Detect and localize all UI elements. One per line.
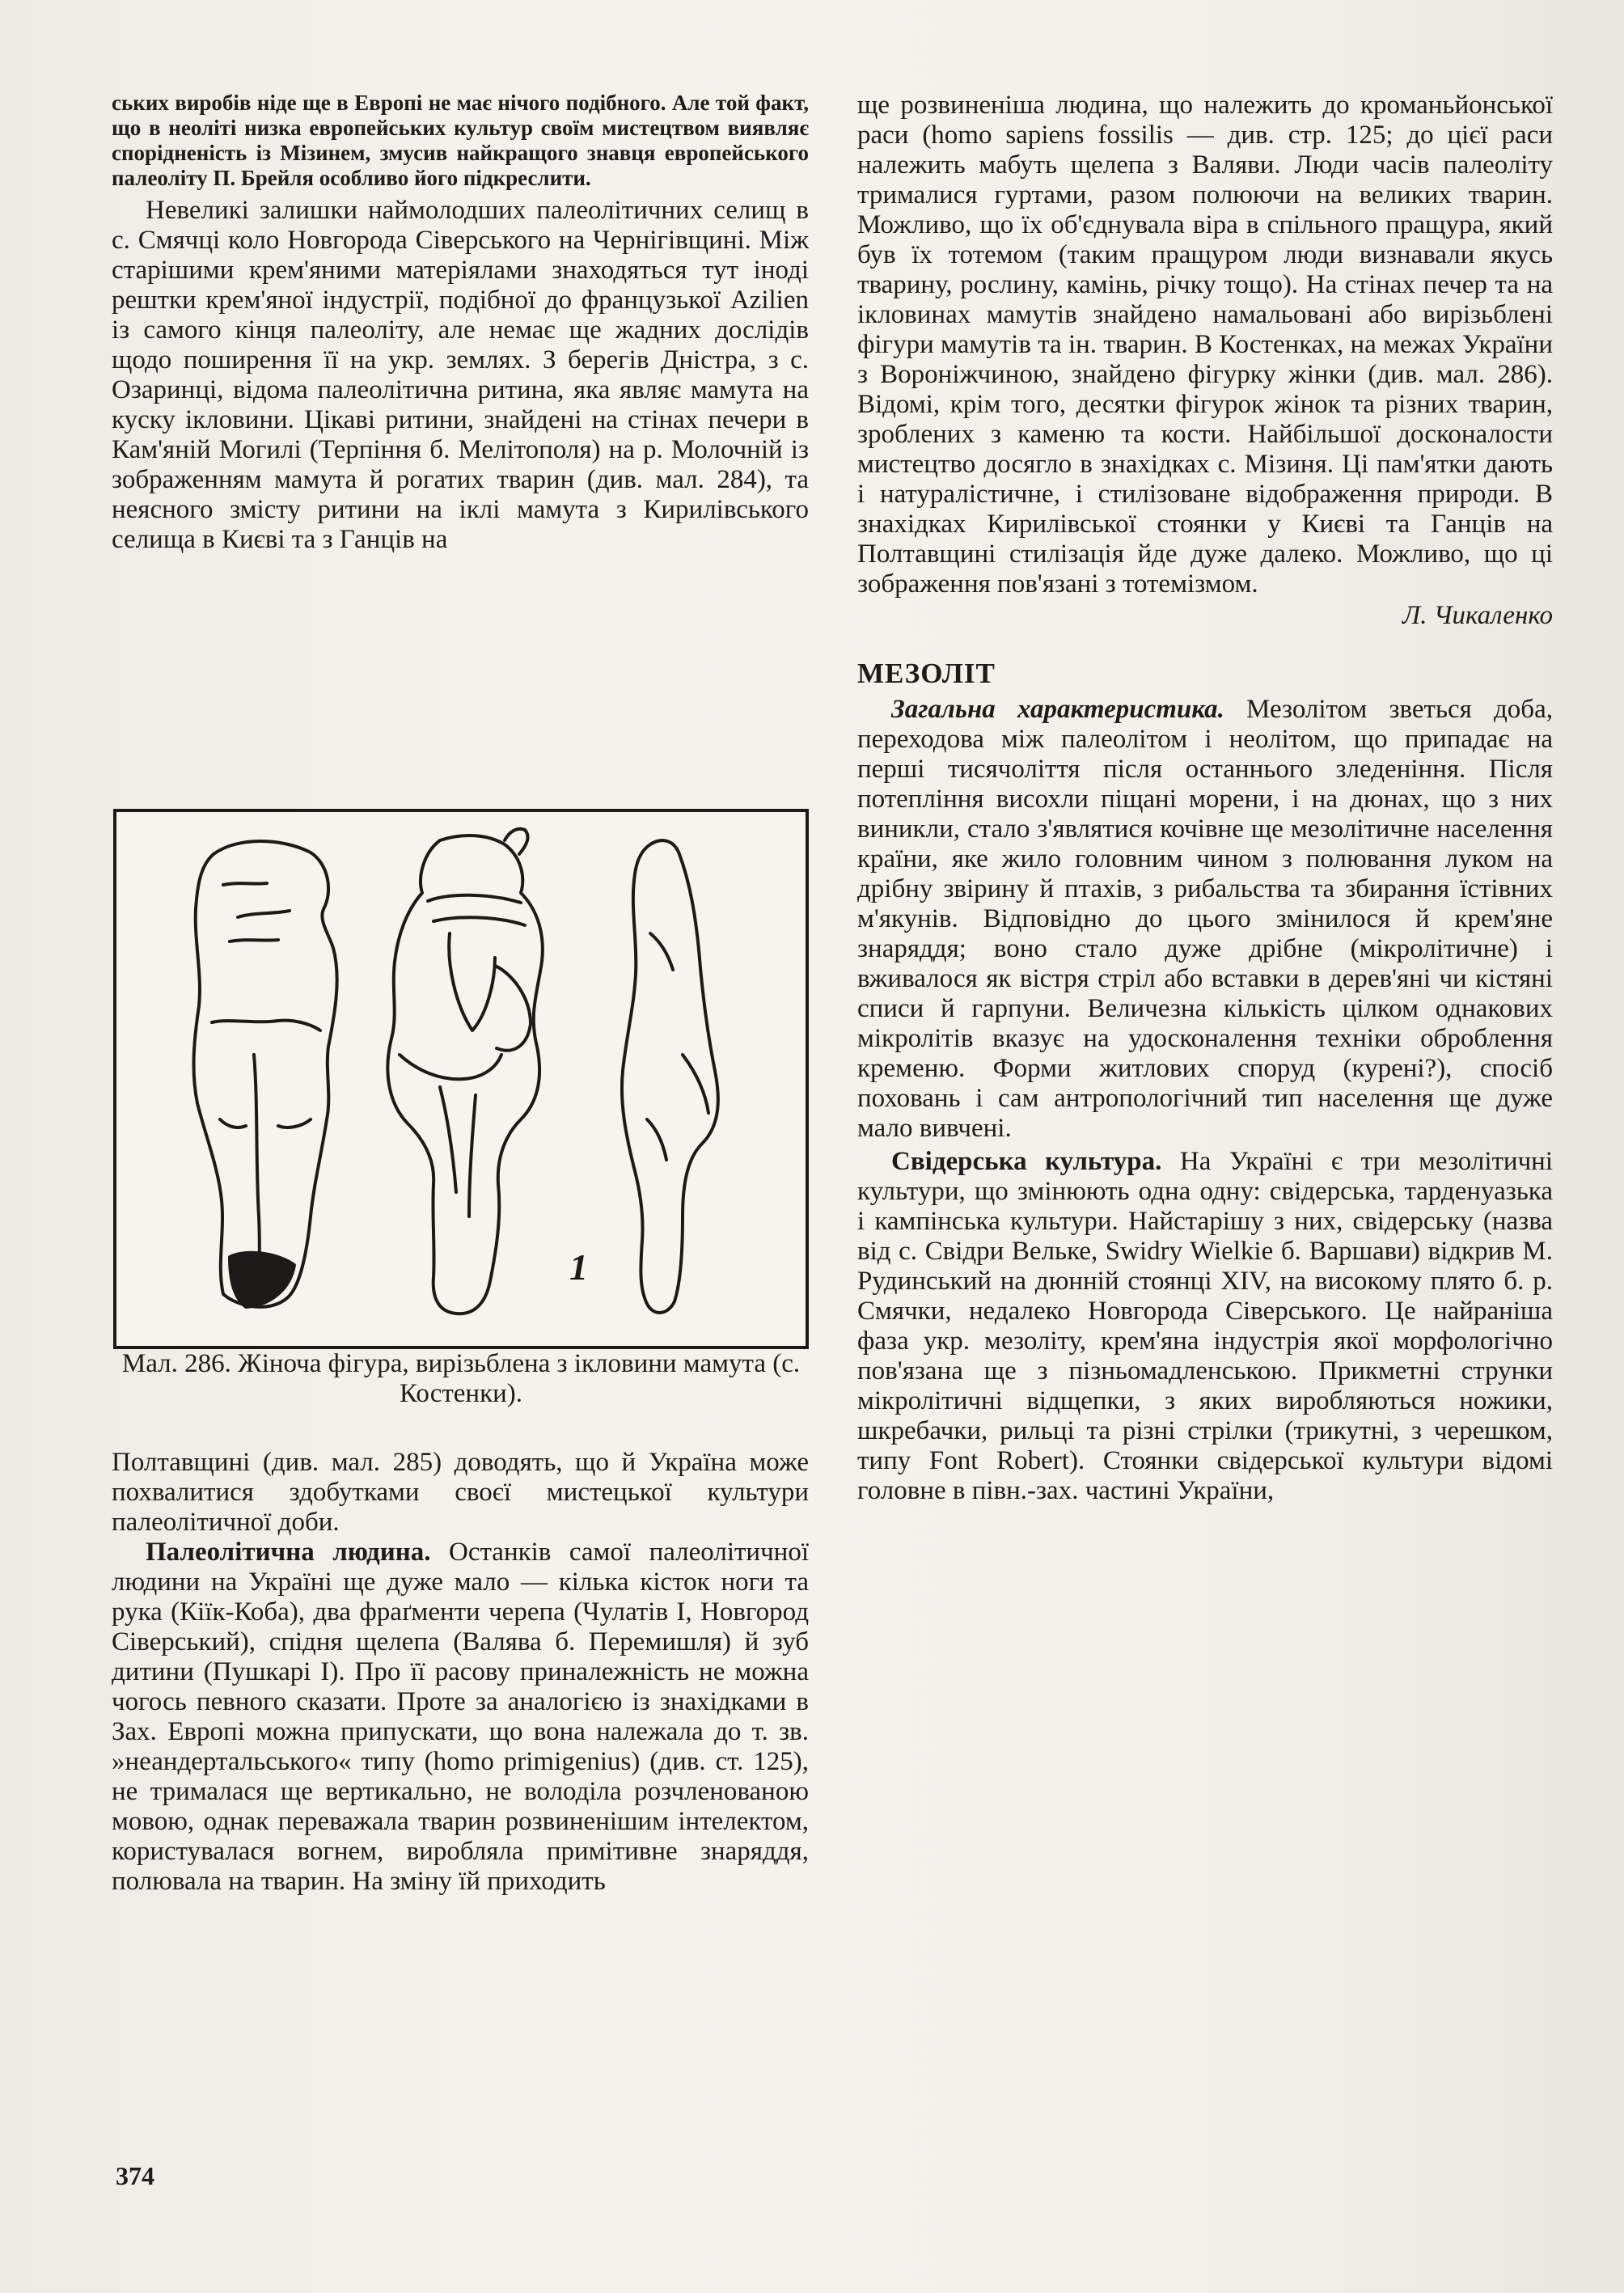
paragraph-late-paleolithic-settlements: Невеликі залишки наймолодших палеолітичних селищ в с. Смячці коло Новгорода Сіверського на Чернігівщині. Між старішими крем'яними матеріялами знаходяться тут іноді рештки крем'яної індустрії, подібної до французької Azilien із самого кінця палеоліту, але немає ще жадних дослідів щодо поширення її на укр. землях. З берегів Дністра, з с. Озаринці, відома палеолітична ритина, яка являє мамута на куску ікловини. Цікаві ритини, знайдені на стінах печери в Кам'яній Могилі (Терпіння б. Мелітополя) на р. Молочній із зображенням мамута й рогатих тварин (див. мал. 284), та неясного змісту ритини на іклі мамута з Кирилівського селища в Києві та з Ганців на [112,196,809,554]
figurine-side-outline [387,836,542,1314]
intro-paragraph: ських виробів ніде ще в Европі не має нічого подібного. Але той факт, що в неоліті низка европейських культур своїм мистецтвом виявляє спорідненість із Мізинем, змусив найкращого знавця европейського палеоліту П. Брейля особливо його підкреслити. [112,91,809,190]
paragraph-title: Загальна характеристика. [891,695,1224,724]
figure-286 [113,809,809,1349]
paragraph-poltava-conclusion: Полтавщині (див. мал. 285) доводять, що й Україна може похвалитися здобутками своєї мистецької культури палеолітичної доби. [112,1448,809,1537]
figure-label: 1 [569,1246,588,1288]
section-heading: МЕЗОЛІТ [857,658,996,689]
author-signature: Л. Чикаленко [1402,601,1553,630]
paragraph-text: На Україні є три мезолітичні культури, що змінюють одна одну: свідерська, тарденуазька і кампінська культури. Найстарішу з них, свідерську (назва від с. Свідри Вельке, Swidry Wielkie б. Варшави) відкрив М. Рудинський на дюнній стоянці XIV, на високому плято б. р. Смячки, недалеко Новгорода Сіверського. Це найраніша фаза укр. мезоліту, крем'яна індустрія якої морфологічно пов'язана ще з пізньомадленською. Прикметні струнки мікролітичні відщепки, з яких виробляються ножики, шкребачки, рильці та різні стрілки (трикутні, з черешком, типу Font Robert). Стоянки свідерської культури відомі головне в півн.-зах. частині України, [857,1147,1553,1505]
paragraph-paleolithic-man [112,1538,809,1897]
left-column [112,91,809,555]
paragraph-general-characteristics [857,695,1553,1144]
paragraph-cromagnon: ще розвиненіша людина, що належить до кроманьйонської раси (homo sapiens fossilis — див. стр. 125; до цієї раси належить мабуть щелепа з Валяви. Люди часів палеоліту трималися гуртами, разом полюючи на великих тварин. Можливо, що їх об'єднувала віра в спільного пращура, який був їх тотемом (таким пращуром люди визнавали якусь тварину, рослину, камінь, річку тощо). На стінах печер та на ікловинах мамутів знайдено намальовані або вирізьблені фігури мамутів та ін. тварин. В Костенках, на межах України з Вороніжчиною, знайдено фігурку жінки (див. мал. 286). Відомі, крім того, десятки фігурок жінок та різних тварин, зроблених з каменю та кости. Найбільшої досконалости мистецтво досягло в знахідках с. Мізиня. Ці пам'ятки дають і натуралістичне, і стилізоване відображення природи. В знахідках Кирилівської стоянки у Києві та Ганців на Полтавщині стилізація йде дуже далеко. Можливо, що ці зображення пов'язані з тотемізмом. [857,91,1553,599]
figurine-front-outline [194,841,337,1307]
left-column-continued [112,1448,809,1897]
figure-caption: Мал. 286. Жіноча фігура, вирізьблена з ікловини мамута (с. Костенки). [121,1349,801,1408]
paragraph-title: Палеолітична людина. [146,1538,431,1567]
paragraph-swiderian-culture [857,1147,1553,1506]
right-column [857,91,1553,1506]
page-number: 374 [116,2161,154,2190]
venus-figurines-illustration [116,812,806,1346]
paragraph-title: Свідерська культура. [891,1147,1162,1176]
figurine-profile-outline [622,840,718,1313]
paragraph-text: Останків самої палеолітичної людини на Україні ще дуже мало — кілька кісток ноги та рука (Кіїк-Коба), два фраґменти черепа (Чулатів I, Новгород Сіверський), спідня щелепа (Валява б. Перемишля) й зуб дитини (Пушкарі I). Про її расову приналежність не можна чогось певного сказати. Проте за аналогією із знахідками в Зах. Европі можна припускати, що вона належала до т. зв. »неандертальського« типу (homo primigenius) (див. ст. 125), не трималася ще вертикально, не володіла розчленованою мовою, однак переважала тварин розвиненішим інтелектом, користувалася вогнем, виробляла примітивне знаряддя, полювала на тварин. На зміну їй приходить [112,1538,809,1896]
paragraph-text: Мезолітом зветься доба, переходова між палеолітом і неолітом, що припадає на перші тисячоліття після останнього зледеніння. Після потепління висохли піщані морени, і на дюнах, що з них виникли, стало з'являтися кочівне ще мезолітичне населення країни, яке жило головним чином з полювання луком на дрібну звірину й птахів, з рибальства та збирання їстівних м'якунів. Відповідно до цього змінилося й крем'яне знаряддя; воно стало дуже дрібне (мікролітичне) і вживалося як вістря стріл або вставки в дерев'яні чи кістяні списи й гарпуни. Величезна кількість цілком однакових мікролітів вказує на удосконалення техніки оброблення кременю. Форми житлових споруд (курені?), спосіб поховань і сам антропологічний тип населення ще дуже мало вивчені. [857,695,1553,1143]
